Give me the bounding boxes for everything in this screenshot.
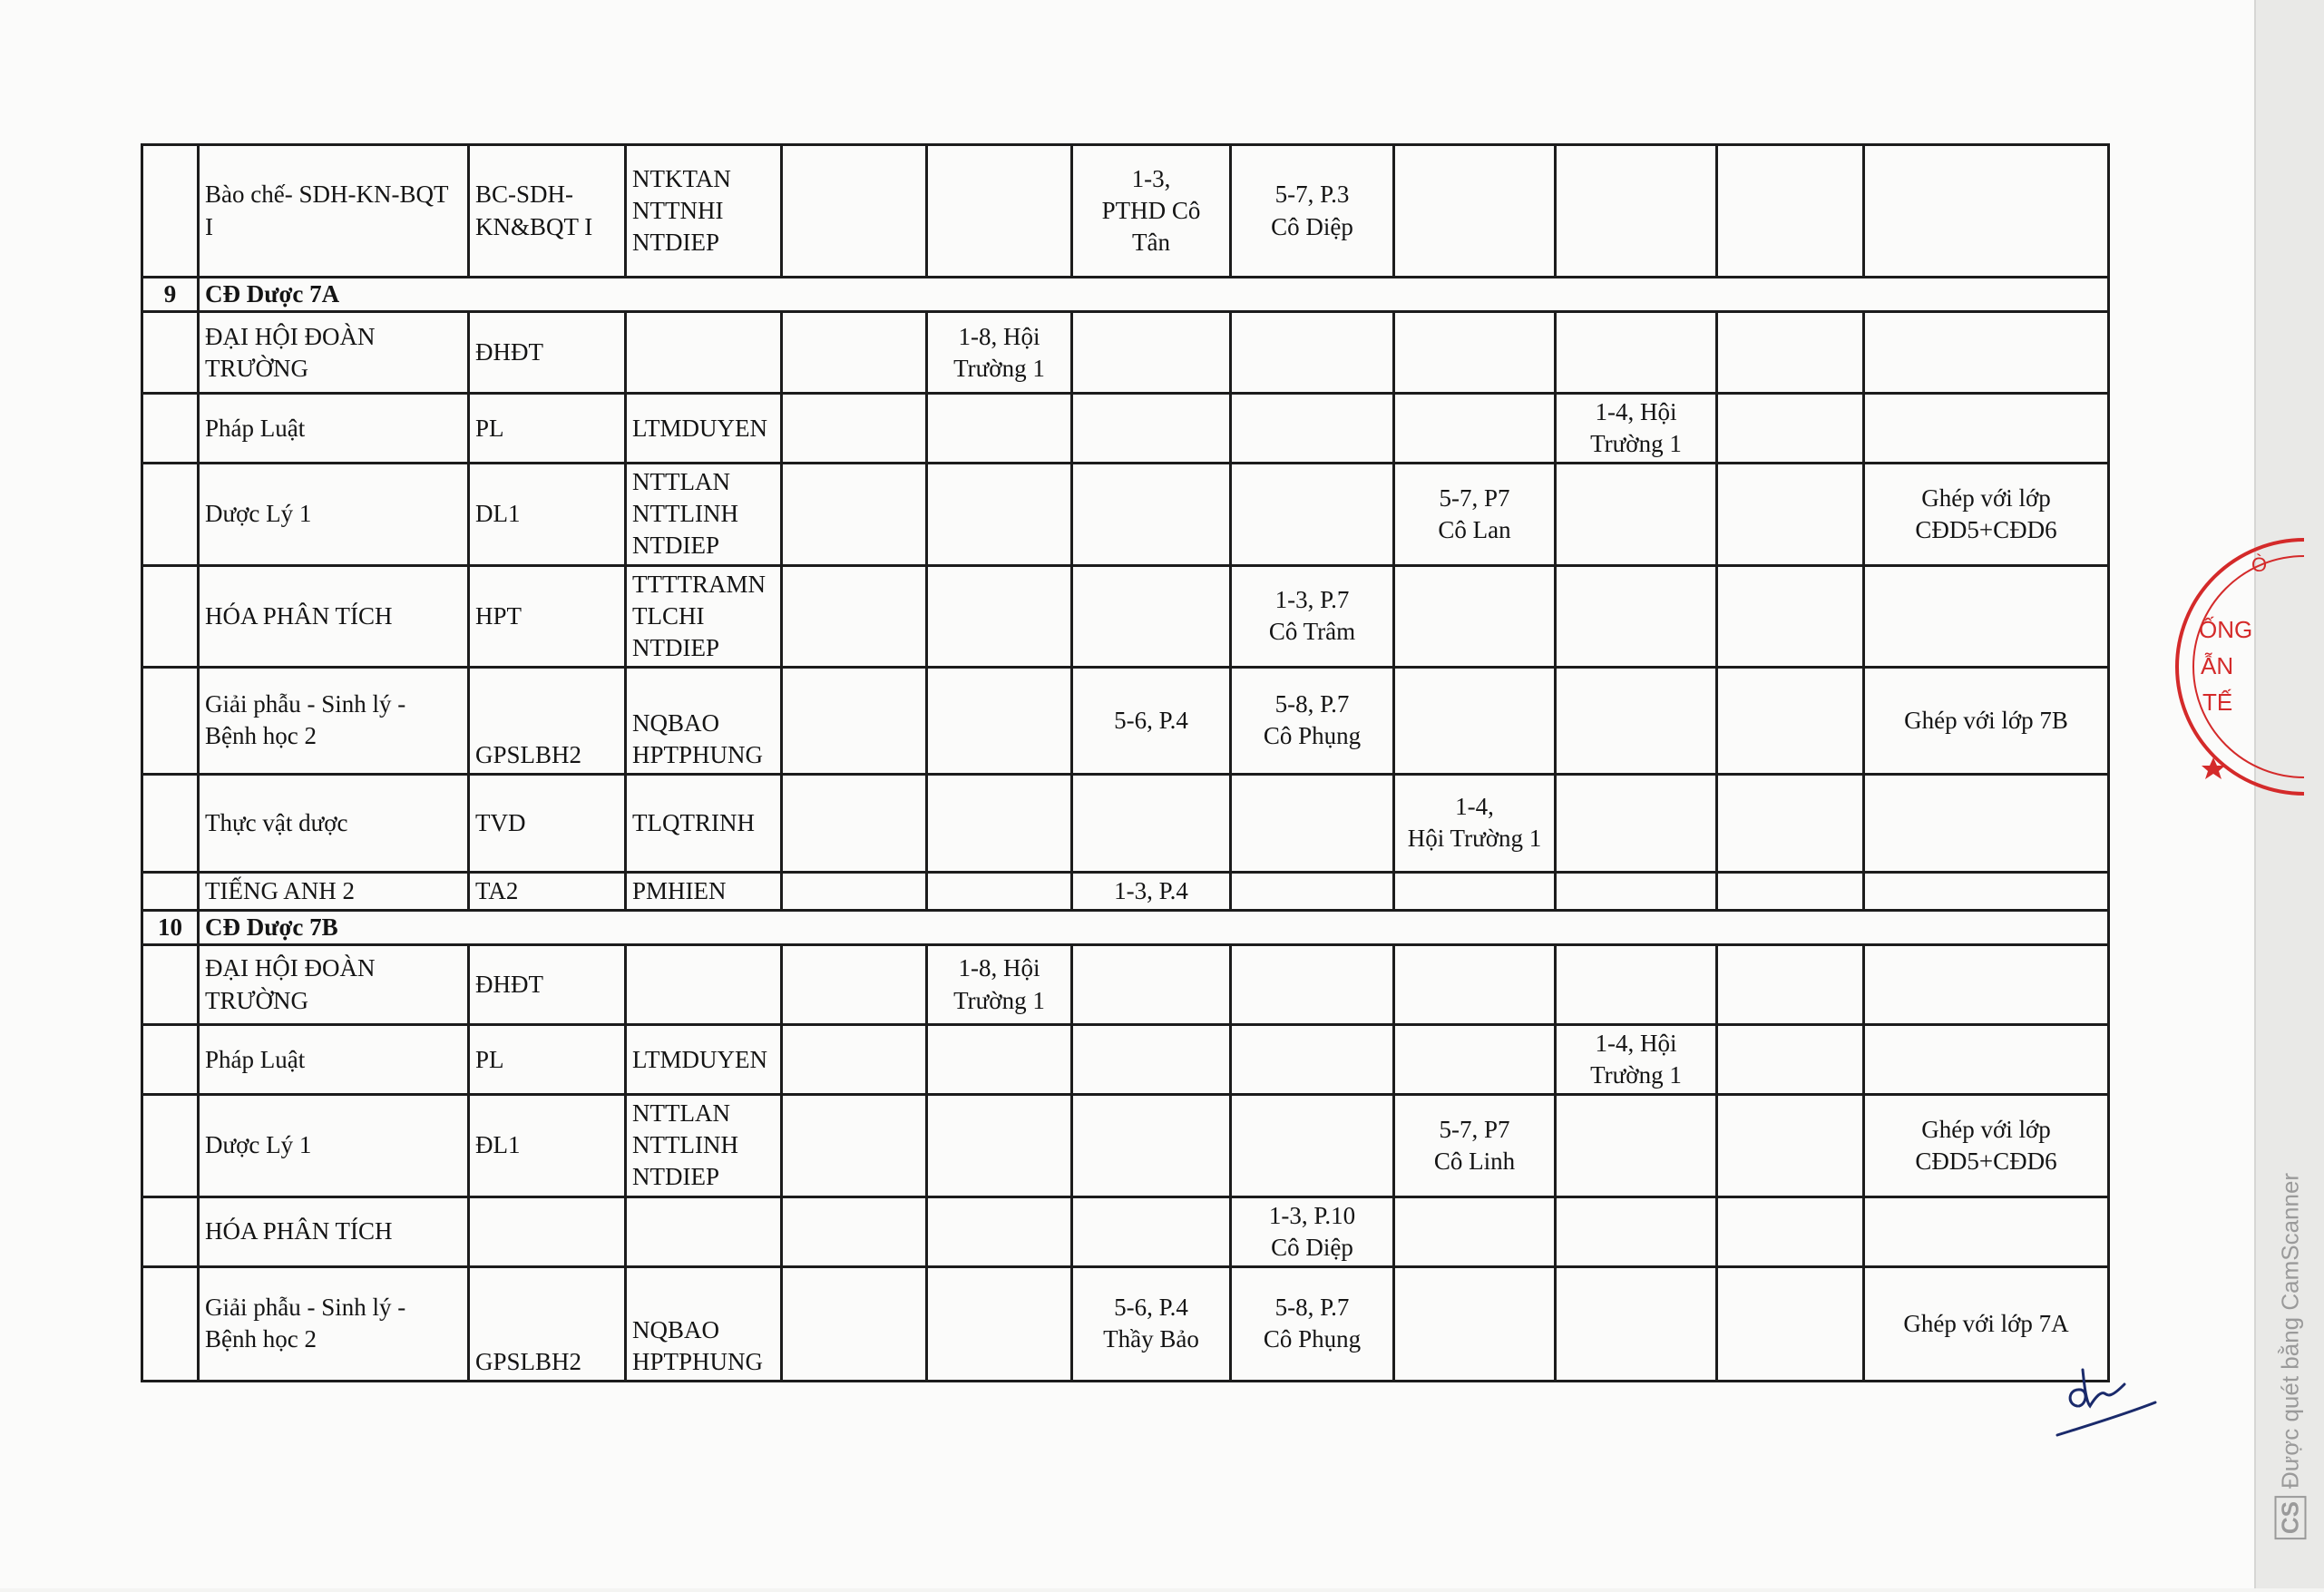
slot-cell	[1717, 312, 1864, 394]
teacher-cell: NQBAO HPTPHUNG	[626, 667, 782, 774]
group-number: 10	[142, 910, 199, 944]
stt-cell	[142, 565, 199, 667]
group-header-row	[142, 910, 2109, 944]
subject-cell: Giải phẫu - Sinh lý - Bệnh học 2	[199, 667, 469, 774]
slot-cell	[782, 565, 927, 667]
slot-cell	[1072, 1095, 1231, 1196]
code-cell: ĐHĐT	[469, 312, 626, 394]
code-cell: DL1	[469, 464, 626, 565]
code-cell: GPSLBH2	[469, 667, 626, 774]
table-row	[142, 1025, 2109, 1095]
note-cell	[1864, 312, 2109, 394]
code-cell: BC-SDH-KN&BQT I	[469, 145, 626, 278]
slot-cell	[1717, 394, 1864, 464]
stt-cell	[142, 145, 199, 278]
teacher-cell: PMHIEN	[626, 872, 782, 910]
code-cell: PL	[469, 1025, 626, 1095]
slot-cell	[1556, 945, 1717, 1025]
slot-cell	[1394, 1196, 1556, 1266]
slot-cell	[1717, 1095, 1864, 1196]
slot-cell	[782, 872, 927, 910]
teacher-cell	[626, 1196, 782, 1266]
subject-cell: ĐẠI HỘI ĐOÀN TRƯỜNG	[199, 312, 469, 394]
slot-cell	[782, 394, 927, 464]
subject-cell: Thực vật dược	[199, 774, 469, 872]
slot-cell	[1556, 1196, 1717, 1266]
slot-cell: 5-6, P.4 Thầy Bảo	[1072, 1266, 1231, 1381]
subject-cell: TIẾNG ANH 2	[199, 872, 469, 910]
slot-cell	[1231, 1025, 1394, 1095]
subject-cell: Pháp Luật	[199, 394, 469, 464]
stt-cell	[142, 1025, 199, 1095]
table-row	[142, 774, 2109, 872]
slot-cell: 5-6, P.4	[1072, 667, 1231, 774]
schedule-table	[141, 143, 2110, 1382]
slot-cell	[1717, 145, 1864, 278]
subject-cell: HÓA PHÂN TÍCH	[199, 1196, 469, 1266]
stt-cell	[142, 667, 199, 774]
stt-cell	[142, 1266, 199, 1381]
slot-cell	[1072, 945, 1231, 1025]
slot-cell	[1717, 1025, 1864, 1095]
slot-cell	[1717, 667, 1864, 774]
table-row	[142, 1196, 2109, 1266]
slot-cell	[782, 667, 927, 774]
stt-cell	[142, 312, 199, 394]
slot-cell	[1556, 1095, 1717, 1196]
note-cell	[1864, 774, 2109, 872]
stt-cell	[142, 774, 199, 872]
camscanner-watermark	[2268, 1120, 2313, 1592]
table-row	[142, 145, 2109, 278]
slot-cell: 1-4, Hội Trường 1	[1556, 394, 1717, 464]
slot-cell: 1-4, Hội Trường 1	[1556, 1025, 1717, 1095]
slot-cell	[1717, 872, 1864, 910]
slot-cell	[782, 312, 927, 394]
slot-cell	[782, 1266, 927, 1381]
slot-cell: 1-4, Hội Trường 1	[1394, 774, 1556, 872]
teacher-cell	[626, 312, 782, 394]
stt-cell	[142, 1196, 199, 1266]
teacher-cell: NQBAO HPTPHUNG	[626, 1266, 782, 1381]
note-cell: Ghép với lớp 7B	[1864, 667, 2109, 774]
subject-cell: Pháp Luật	[199, 1025, 469, 1095]
signature-icon	[2050, 1352, 2159, 1442]
group-number: 9	[142, 278, 199, 312]
slot-cell	[927, 464, 1072, 565]
slot-cell	[782, 1095, 927, 1196]
slot-cell	[1231, 945, 1394, 1025]
slot-cell: 1-3, P.10 Cô Diệp	[1231, 1196, 1394, 1266]
slot-cell	[1717, 464, 1864, 565]
code-cell: ĐHĐT	[469, 945, 626, 1025]
subject-cell: ĐẠI HỘI ĐOÀN TRƯỜNG	[199, 945, 469, 1025]
code-cell: HPT	[469, 565, 626, 667]
slot-cell	[1231, 872, 1394, 910]
slot-cell	[1231, 312, 1394, 394]
subject-cell: Giải phẫu - Sinh lý - Bệnh học 2	[199, 1266, 469, 1381]
slot-cell	[927, 667, 1072, 774]
slot-cell	[1394, 872, 1556, 910]
subject-cell: Dược Lý 1	[199, 464, 469, 565]
subject-cell: Dược Lý 1	[199, 1095, 469, 1196]
code-cell: TA2	[469, 872, 626, 910]
slot-cell	[1072, 1196, 1231, 1266]
stt-cell	[142, 872, 199, 910]
teacher-cell: LTMDUYEN	[626, 1025, 782, 1095]
slot-cell	[927, 872, 1072, 910]
slot-cell: 1-8, Hội Trường 1	[927, 945, 1072, 1025]
note-cell	[1864, 565, 2109, 667]
slot-cell	[1556, 464, 1717, 565]
stt-cell	[142, 1095, 199, 1196]
slot-cell	[1556, 872, 1717, 910]
slot-cell	[1072, 565, 1231, 667]
table-row	[142, 945, 2109, 1025]
slot-cell	[1394, 145, 1556, 278]
slot-cell	[1717, 774, 1864, 872]
slot-cell	[927, 1266, 1072, 1381]
slot-cell	[782, 145, 927, 278]
stamp-text-4: TẾ	[2202, 689, 2233, 716]
teacher-cell: LTMDUYEN	[626, 394, 782, 464]
note-cell	[1864, 872, 2109, 910]
slot-cell	[1231, 1095, 1394, 1196]
note-cell	[1864, 394, 2109, 464]
table-row	[142, 464, 2109, 565]
slot-cell: 1-3, P.7 Cô Trâm	[1231, 565, 1394, 667]
slot-cell: 1-3, PTHD Cô Tân	[1072, 145, 1231, 278]
code-cell: PL	[469, 394, 626, 464]
slot-cell	[1717, 1196, 1864, 1266]
note-cell	[1864, 945, 2109, 1025]
note-cell: Ghép với lớp CĐD5+CĐD6	[1864, 464, 2109, 565]
slot-cell: 5-7, P7 Cô Lan	[1394, 464, 1556, 565]
group-label: CĐ Dược 7B	[199, 910, 2109, 944]
slot-cell	[1556, 145, 1717, 278]
table-row	[142, 872, 2109, 910]
slot-cell	[1556, 312, 1717, 394]
note-cell	[1864, 1025, 2109, 1095]
teacher-cell: TLQTRINH	[626, 774, 782, 872]
table-row	[142, 312, 2109, 394]
watermark-text: Được quét bằng CamScanner	[2276, 1172, 2304, 1489]
slot-cell	[1556, 1266, 1717, 1381]
teacher-cell: NTTLAN NTTLINH NTDIEP	[626, 464, 782, 565]
slot-cell	[782, 945, 927, 1025]
camscanner-logo-icon: CS	[2275, 1496, 2307, 1539]
slot-cell	[1394, 394, 1556, 464]
slot-cell: 5-8, P.7 Cô Phụng	[1231, 667, 1394, 774]
slot-cell	[782, 774, 927, 872]
slot-cell	[1394, 1025, 1556, 1095]
slot-cell	[1072, 774, 1231, 872]
table-row	[142, 394, 2109, 464]
slot-cell	[1231, 464, 1394, 565]
slot-cell	[1556, 667, 1717, 774]
slot-cell	[1072, 312, 1231, 394]
note-cell	[1864, 1196, 2109, 1266]
teacher-cell	[626, 945, 782, 1025]
slot-cell	[927, 1095, 1072, 1196]
slot-cell	[1717, 945, 1864, 1025]
slot-cell	[927, 145, 1072, 278]
slot-cell: 1-3, P.4	[1072, 872, 1231, 910]
group-header-row	[142, 278, 2109, 312]
slot-cell	[1556, 774, 1717, 872]
slot-cell	[1394, 945, 1556, 1025]
table-row	[142, 565, 2109, 667]
slot-cell: 1-8, Hội Trường 1	[927, 312, 1072, 394]
code-cell: ĐL1	[469, 1095, 626, 1196]
table-row	[142, 1095, 2109, 1196]
slot-cell	[782, 1196, 927, 1266]
slot-cell	[927, 565, 1072, 667]
code-cell: GPSLBH2	[469, 1266, 626, 1381]
slot-cell	[782, 464, 927, 565]
slot-cell	[782, 1025, 927, 1095]
slot-cell: 5-7, P7 Cô Linh	[1394, 1095, 1556, 1196]
slot-cell	[1556, 565, 1717, 667]
note-cell	[1864, 145, 2109, 278]
teacher-cell: NTTLAN NTTLINH NTDIEP	[626, 1095, 782, 1196]
teacher-cell: TTTTRAMN TLCHI NTDIEP	[626, 565, 782, 667]
slot-cell	[927, 1025, 1072, 1095]
slot-cell	[1072, 1025, 1231, 1095]
slot-cell	[1717, 565, 1864, 667]
slot-cell	[1394, 565, 1556, 667]
slot-cell	[1394, 312, 1556, 394]
stamp-text-2: ỐNG	[2199, 616, 2253, 643]
stamp-text-3: ẪN	[2201, 652, 2234, 679]
slot-cell	[1231, 774, 1394, 872]
slot-cell	[1717, 1266, 1864, 1381]
stamp-text-1: Ò	[2251, 553, 2268, 576]
table-row	[142, 1266, 2109, 1381]
slot-cell	[927, 774, 1072, 872]
slot-cell	[927, 1196, 1072, 1266]
code-cell: TVD	[469, 774, 626, 872]
slot-cell	[1072, 394, 1231, 464]
slot-cell: 5-8, P.7 Cô Phụng	[1231, 1266, 1394, 1381]
stt-cell	[142, 945, 199, 1025]
teacher-cell: NTKTAN NTTNHI NTDIEP	[626, 145, 782, 278]
slot-cell	[1394, 667, 1556, 774]
note-cell: Ghép với lớp 7A	[1864, 1266, 2109, 1381]
stt-cell	[142, 394, 199, 464]
subject-cell: HÓA PHÂN TÍCH	[199, 565, 469, 667]
code-cell	[469, 1196, 626, 1266]
slot-cell	[927, 394, 1072, 464]
note-cell: Ghép với lớp CĐD5+CĐD6	[1864, 1095, 2109, 1196]
group-label: CĐ Dược 7A	[199, 278, 2109, 312]
slot-cell	[1394, 1266, 1556, 1381]
stt-cell	[142, 464, 199, 565]
table-row	[142, 667, 2109, 774]
slot-cell	[1072, 464, 1231, 565]
slot-cell	[1231, 394, 1394, 464]
subject-cell: Bào chế- SDH-KN-BQT I	[199, 145, 469, 278]
slot-cell: 5-7, P.3 Cô Diệp	[1231, 145, 1394, 278]
stamp-icon	[2177, 531, 2268, 803]
